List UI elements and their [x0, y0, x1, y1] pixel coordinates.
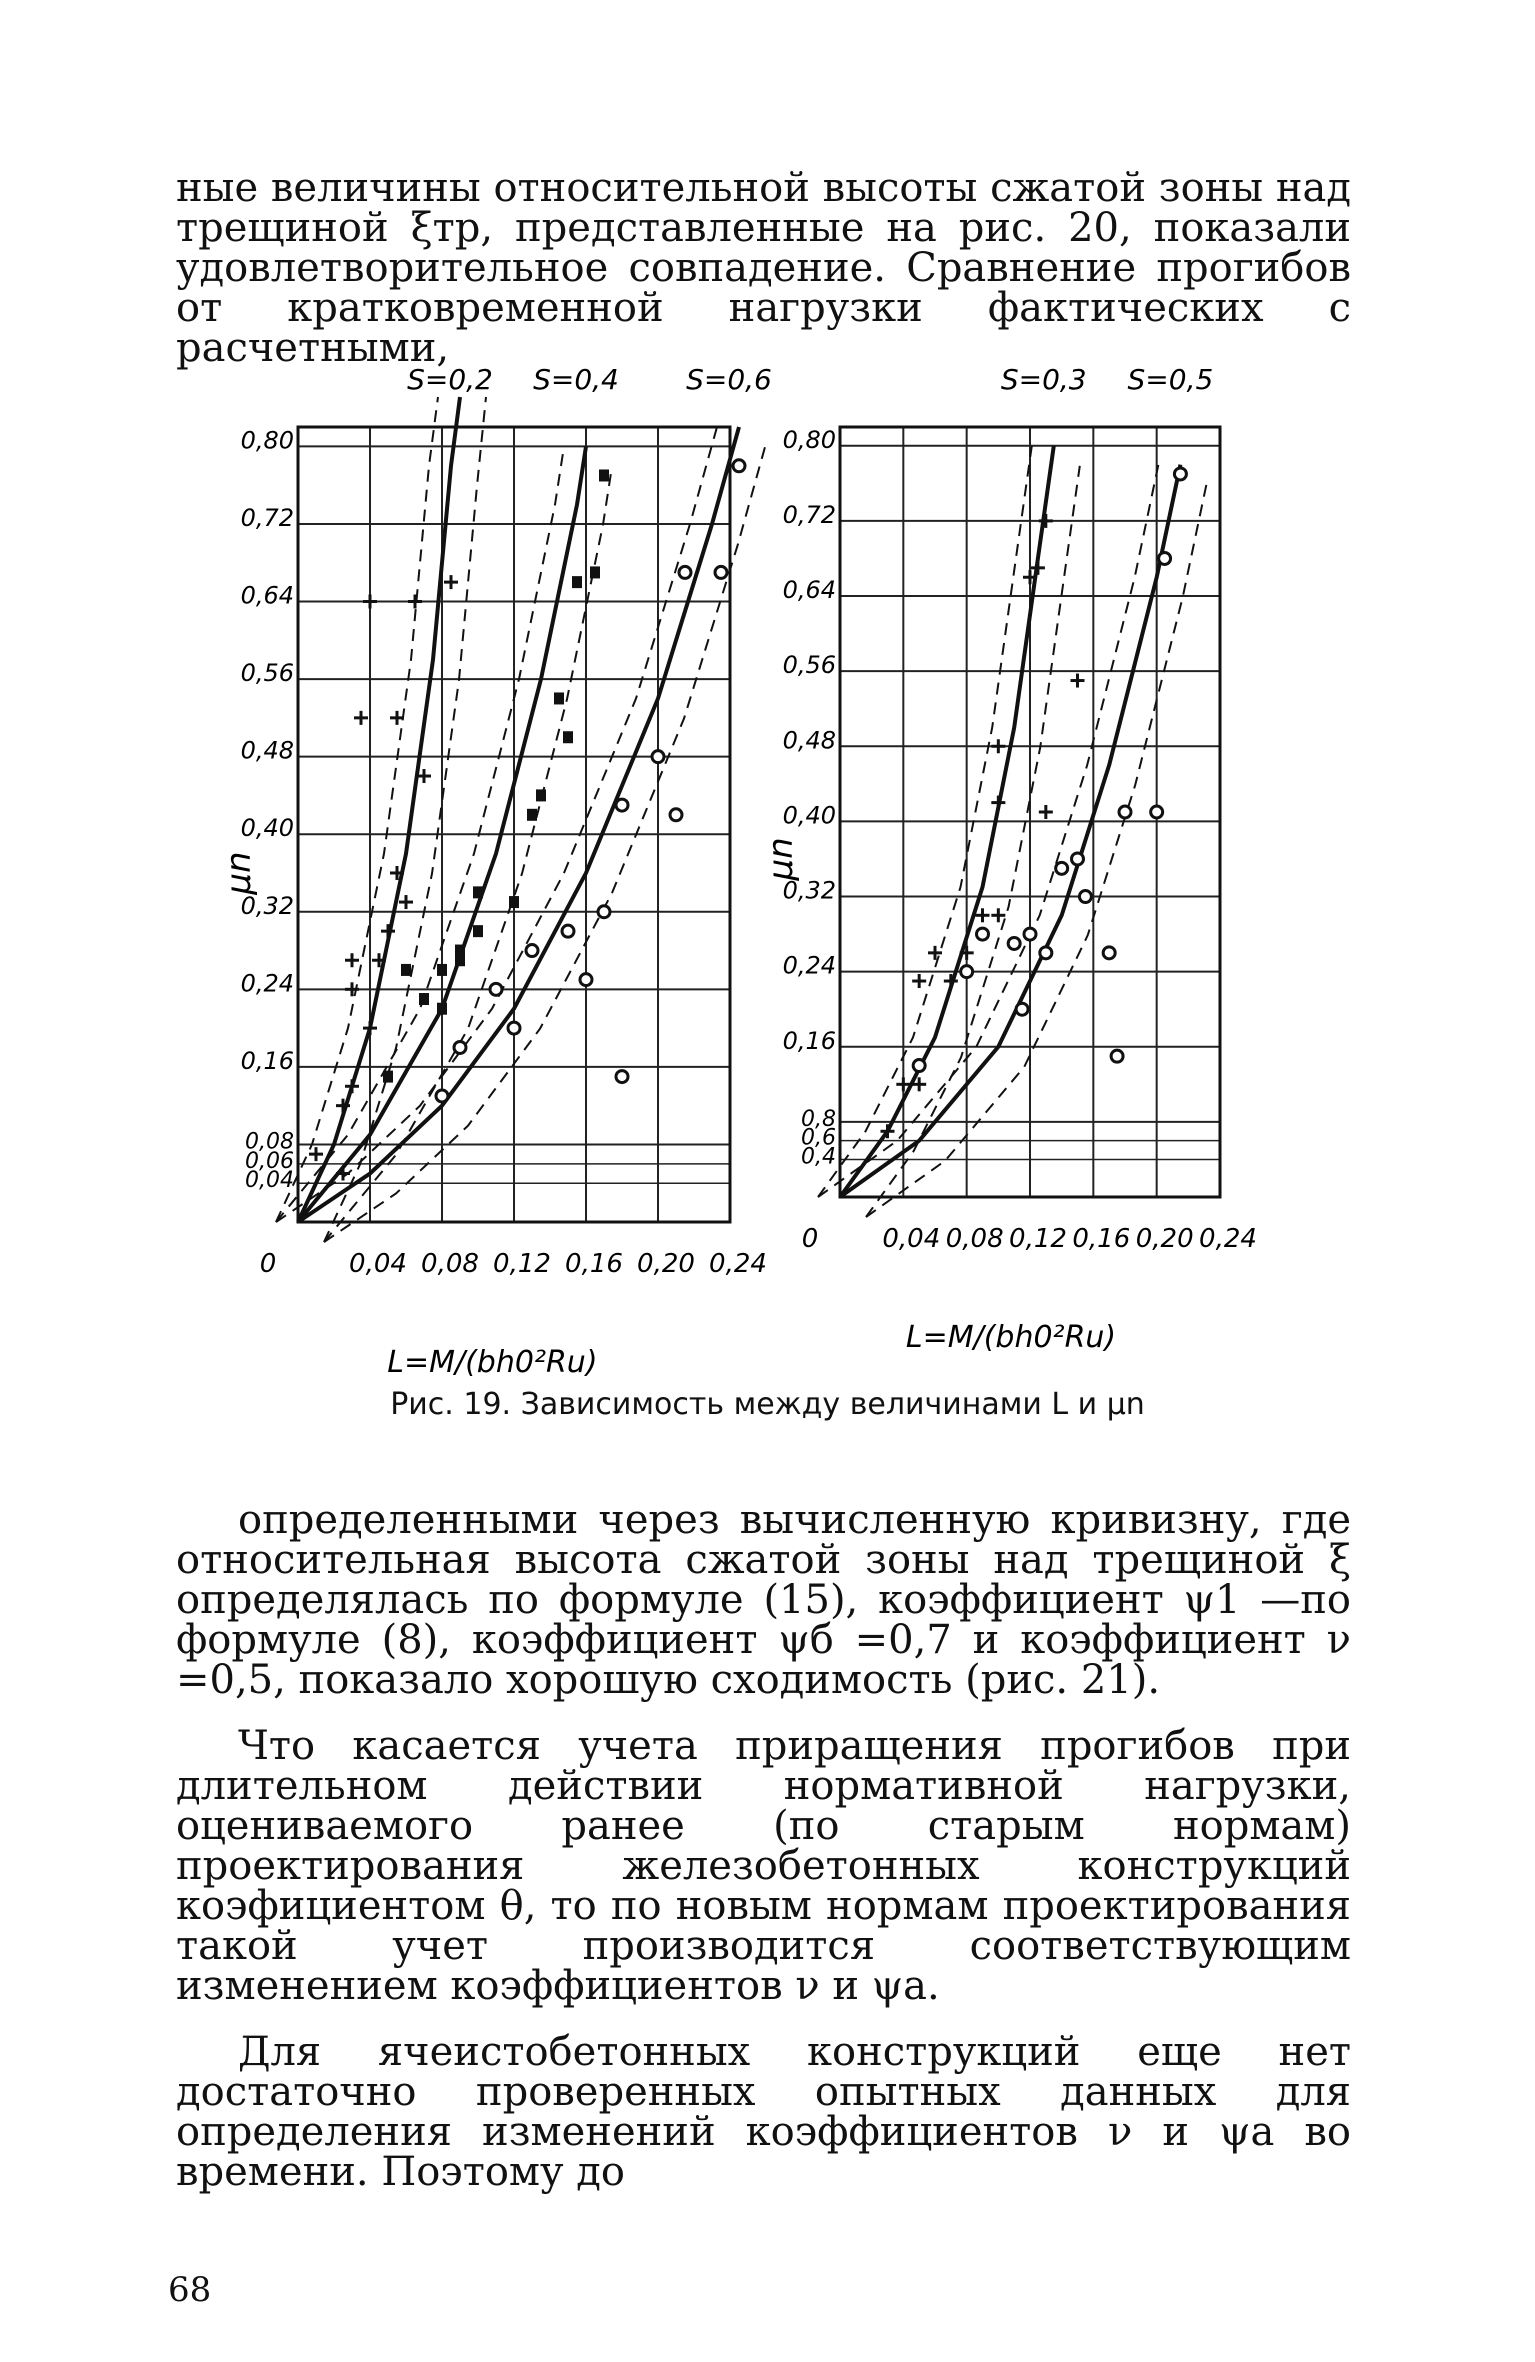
- x-tick-label: 0,08: [421, 1249, 479, 1279]
- series-label: S=0,6: [686, 363, 772, 396]
- data-point: [1174, 468, 1186, 480]
- data-point: [598, 906, 610, 918]
- data-point: [455, 945, 465, 957]
- x-axis-label: L=M/(bh0²Ru): [387, 1345, 598, 1380]
- data-point: [1016, 1003, 1028, 1015]
- figure-19: [219, 363, 1300, 1385]
- x-axis-label: L=M/(bh0²Ru): [905, 1320, 1117, 1355]
- data-point: [554, 692, 564, 704]
- y-tick-label: 0,48: [782, 726, 836, 755]
- data-point: [961, 966, 973, 978]
- data-point: [1159, 552, 1171, 564]
- y-tick-label: 0,32: [240, 891, 294, 920]
- y-axis-label: μn: [219, 851, 259, 895]
- data-point: [354, 711, 368, 725]
- data-point: [733, 460, 745, 472]
- data-point: [363, 1021, 377, 1035]
- data-point: [599, 469, 609, 481]
- data-point: [473, 925, 483, 937]
- data-point: [913, 1060, 925, 1072]
- data-point: [991, 796, 1005, 810]
- series-label: S=0,4: [533, 363, 619, 396]
- series-envelope: [818, 465, 1158, 1197]
- y-tick-label: 0,80: [782, 425, 836, 454]
- y-tick-label: 0,16: [782, 1026, 836, 1055]
- figure-caption: Рис. 19. Зависимость между величинами L и μn: [390, 1387, 1145, 1422]
- series-label: S=0,3: [1000, 363, 1087, 396]
- data-point: [526, 945, 538, 957]
- x-tick-label: 0,24: [709, 1249, 767, 1279]
- data-point: [383, 1071, 393, 1083]
- paragraph-3: Что касается учета приращения прогибов при длительном действии нормативной нагрузки, оцениваемого ранее (по старым нормам) проектирования железобетонных конструкций коэфициентом θ, то по новым нормам проектирования такой учет производится соответствующим изменением коэффициентов ν и ψа.: [176, 1723, 1351, 2009]
- x-tick-label: 0,24: [1199, 1224, 1257, 1254]
- data-point: [527, 809, 537, 821]
- data-point: [309, 1147, 323, 1161]
- data-point: [616, 799, 628, 811]
- y-tick-label: 0,40: [782, 801, 836, 830]
- y-tick-label: 0,56: [782, 651, 836, 680]
- top-paragraph: ные величины относительной высоты сжатой зоны над трещиной ξтр, представленные на рис. 20, показали удовлетворительное совпадение. Сравнение прогибов от кратковременной нагрузки фактических с расчетными,: [176, 165, 1351, 371]
- data-point: [563, 731, 573, 743]
- data-point: [509, 896, 519, 908]
- data-point: [408, 595, 422, 609]
- y-tick-label: 0,56: [240, 659, 294, 688]
- series-label: S=0,5: [1127, 363, 1214, 396]
- data-point: [473, 886, 483, 898]
- data-point: [1040, 947, 1052, 959]
- series-envelope: [866, 466, 1080, 1217]
- data-point: [1031, 561, 1045, 575]
- y-axis-label: μn: [761, 837, 801, 881]
- y-tick-label: 0,4: [801, 1144, 836, 1170]
- data-point: [1024, 928, 1036, 940]
- y-tick-label: 0,24: [782, 951, 836, 980]
- y-tick-label: 0,8: [801, 1106, 836, 1132]
- y-tick-label: 0,64: [782, 576, 836, 605]
- series-curve: [298, 427, 739, 1222]
- data-point: [572, 576, 582, 588]
- x-tick-label: 0,12: [1009, 1224, 1067, 1254]
- data-point: [590, 566, 600, 578]
- y-tick-label: 0,16: [240, 1046, 294, 1075]
- paragraph-2: определенными через вычисленную кривизну, где относительная высота сжатой зоны над трещиной ξ определялась по формуле (15), коэффициент ψ1 —по формуле (8), коэффициент ψб =0,7 и коэффициент ν =0,5, показало хорошую сходимость (рис. 21).: [176, 1497, 1351, 1703]
- y-tick-label: 0,48: [240, 736, 294, 765]
- y-tick-label: 0,06: [245, 1148, 294, 1174]
- data-point: [562, 925, 574, 937]
- data-point: [1151, 806, 1163, 818]
- page-number: 68: [168, 2270, 212, 2310]
- y-tick-label: 0,72: [240, 503, 294, 532]
- data-point: [679, 566, 691, 578]
- data-point: [345, 953, 359, 967]
- data-point: [991, 739, 1005, 753]
- data-point: [508, 1022, 520, 1034]
- x-tick-label: 0,20: [637, 1249, 695, 1279]
- data-point: [444, 575, 458, 589]
- data-point: [401, 964, 411, 976]
- x-tick-label: 0: [259, 1249, 277, 1279]
- data-point: [419, 993, 429, 1005]
- data-point: [976, 908, 990, 922]
- data-point: [580, 974, 592, 986]
- data-point: [912, 974, 926, 988]
- data-point: [399, 895, 413, 909]
- data-point: [437, 1003, 447, 1015]
- paragraph-4: Для ячеистобетонных конструкций еще нет достаточно проверенных опытных данных для определения изменений коэффициентов ν и ψа во времени. Поэтому до: [176, 2029, 1351, 2195]
- x-tick-label: 0,20: [1135, 1224, 1194, 1254]
- y-tick-label: 0,32: [782, 876, 836, 905]
- x-tick-label: 0,16: [1072, 1224, 1131, 1254]
- data-point: [652, 751, 664, 763]
- y-tick-label: 0,72: [782, 500, 836, 529]
- data-point: [490, 983, 502, 995]
- data-point: [363, 595, 377, 609]
- chart-left: [219, 363, 772, 1380]
- y-tick-label: 0,80: [240, 426, 294, 455]
- data-point: [670, 809, 682, 821]
- data-point: [345, 1079, 359, 1093]
- y-tick-label: 0,64: [240, 581, 294, 610]
- data-point: [1071, 674, 1085, 688]
- data-point: [977, 928, 989, 940]
- data-point: [437, 964, 447, 976]
- data-point: [616, 1071, 628, 1083]
- data-point: [1056, 862, 1068, 874]
- data-point: [1111, 1050, 1123, 1062]
- x-tick-label: 0,04: [349, 1249, 407, 1279]
- x-tick-label: 0,12: [493, 1249, 551, 1279]
- x-tick-label: 0,08: [945, 1224, 1004, 1254]
- data-point: [1039, 805, 1053, 819]
- series-label: S=0,2: [407, 363, 493, 396]
- x-tick-label: 0: [801, 1224, 819, 1254]
- y-tick-label: 0,6: [801, 1125, 836, 1151]
- y-tick-label: 0,04: [245, 1168, 294, 1194]
- data-point: [536, 789, 546, 801]
- data-point: [390, 711, 404, 725]
- data-point: [928, 946, 942, 960]
- data-point: [436, 1090, 448, 1102]
- data-point: [454, 1041, 466, 1053]
- x-tick-label: 0,16: [565, 1249, 623, 1279]
- data-point: [1103, 947, 1115, 959]
- series-envelope: [866, 485, 1206, 1217]
- x-tick-label: 0,04: [882, 1224, 941, 1254]
- data-point: [1079, 891, 1091, 903]
- y-tick-label: 0,08: [245, 1129, 294, 1155]
- data-point: [1072, 853, 1084, 865]
- data-point: [1119, 806, 1131, 818]
- data-point: [1008, 937, 1020, 949]
- series-curve: [840, 465, 1180, 1197]
- data-point: [715, 566, 727, 578]
- y-tick-label: 0,40: [240, 814, 294, 843]
- chart-right: [761, 363, 1257, 1355]
- data-point: [991, 908, 1005, 922]
- y-tick-label: 0,24: [240, 969, 294, 998]
